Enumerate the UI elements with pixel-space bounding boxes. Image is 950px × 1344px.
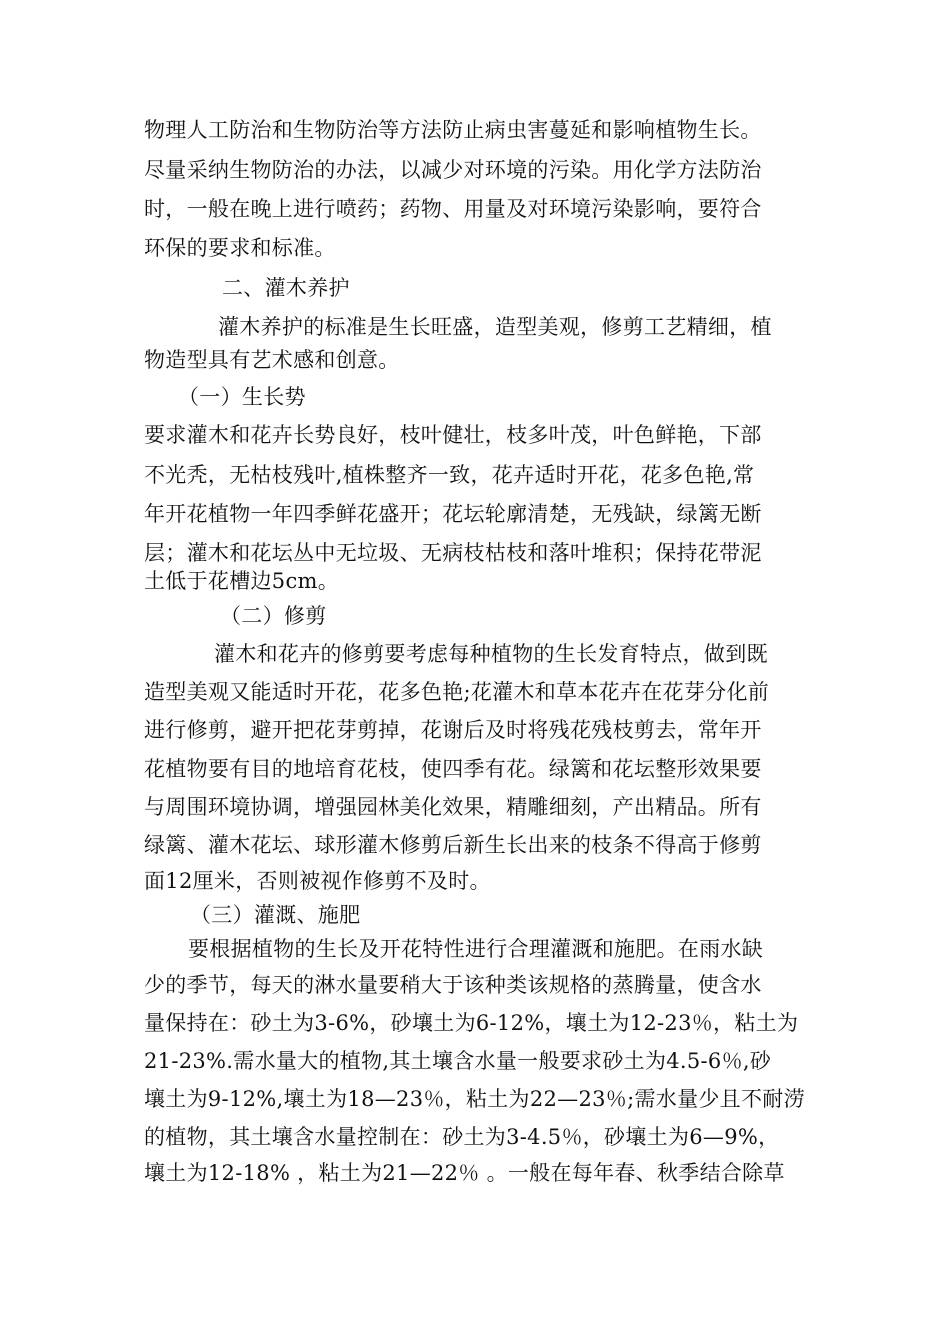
- subsection-heading: （二）修剪: [220, 604, 327, 628]
- body-text-line: 层；灌木和花坛丛中无垃圾、无病枝枯枝和落叶堆积；保持花带泥: [144, 541, 762, 565]
- body-text-line: 进行修剪，避开把花芽剪掉，花谢后及时将残花残枝剪去，常年开: [144, 718, 762, 742]
- body-text-line: 壤土为9-12%,壤土为18—23％，粘土为22—23％;需水量少且不耐涝: [144, 1087, 805, 1111]
- body-text-line: 绿篱、灌木花坛、球形灌木修剪后新生长出来的枝条不得高于修剪: [144, 833, 762, 857]
- body-text-line: 壤土为12-18% ，粘土为21—22％ 。一般在每年春、秋季结合除草: [144, 1161, 785, 1185]
- body-text-line: 21-23%.需水量大的植物,其土壤含水量一般要求砂土为4.5-6％,砂: [144, 1049, 772, 1073]
- body-text-line: 花植物要有目的地培育花枝，使四季有花。绿篱和花坛整形效果要: [144, 757, 762, 781]
- body-text-line: 量保持在：砂土为3-6%，砂壤土为6-12%，壤土为12-23％，粘土为: [144, 1011, 799, 1035]
- body-text-line: 的植物，其土壤含水量控制在：砂土为3-4.5％，砂壤土为6—9%，: [144, 1125, 780, 1149]
- body-text-line: 要根据植物的生长及开花特性进行合理灌溉和施肥。在雨水缺: [188, 937, 764, 961]
- section-heading: 二、灌木养护: [222, 276, 350, 300]
- subsection-heading: （三）灌溉、施肥: [190, 903, 361, 927]
- body-text-line: 灌木和花卉的修剪要考虑每种植物的生长发育特点，做到既: [214, 642, 768, 666]
- body-text-line: 土低于花槽边5cm。: [144, 569, 340, 593]
- body-text-line: 环保的要求和标准。: [144, 236, 336, 260]
- body-text-line: 年开花植物一年四季鲜花盛开；花坛轮廓清楚，无残缺，绿篱无断: [144, 502, 762, 526]
- body-text-line: 物理人工防治和生物防治等方法防止病虫害蔓延和影响植物生长。: [144, 118, 762, 142]
- body-text-line: 造型美观又能适时开花，花多色艳;花灌木和草本花卉在花芽分化前: [144, 680, 770, 704]
- body-text-line: 灌木养护的标准是生长旺盛，造型美观，修剪工艺精细，植: [218, 315, 772, 339]
- body-text-line: 不光秃，无枯枝残叶,植株整齐一致，花卉适时开花，花多色艳,常: [144, 463, 755, 487]
- subsection-heading: （一）生长势: [178, 385, 306, 409]
- body-text-line: 要求灌木和花卉长势良好，枝叶健壮，枝多叶茂，叶色鲜艳，下部: [144, 423, 762, 447]
- body-text-line: 尽量采纳生物防治的办法，以减少对环境的污染。用化学方法防治: [144, 158, 762, 182]
- body-text-line: 时，一般在晚上进行喷药；药物、用量及对环境污染影响，要符合: [144, 197, 762, 221]
- body-text-line: 面12厘米，否则被视作修剪不及时。: [144, 869, 491, 893]
- body-text-line: 物造型具有艺术感和创意。: [144, 348, 400, 372]
- body-text-line: 与周围环境协调，增强园林美化效果，精雕细刻，产出精品。所有: [144, 795, 762, 819]
- body-text-line: 少的季节，每天的淋水量要稍大于该种类该规格的蒸腾量，使含水: [144, 973, 762, 997]
